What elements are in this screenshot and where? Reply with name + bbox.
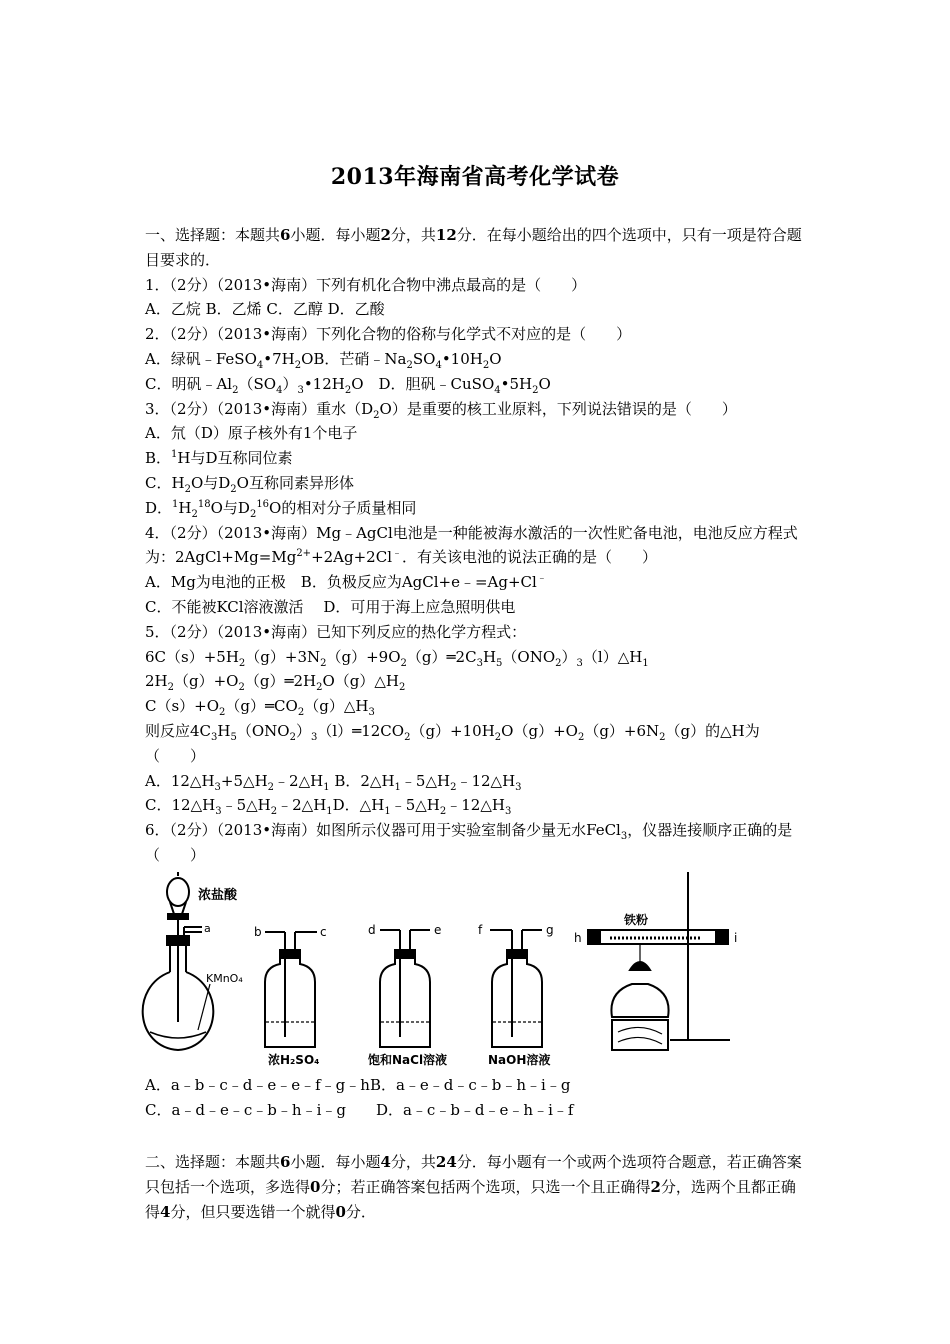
label-h: h [574, 930, 582, 945]
document-body [145, 223, 810, 1225]
q2-options-cd: C．明矾$﹣Al_2(SO_4)_3•12H_2O$ D．胆矾$﹣CuSO_4•5H_2O$ [145, 374, 551, 396]
q1-options: A．乙烷 B．乙烯 C．乙醇 D．乙酸 [145, 300, 385, 319]
q3-option-c: C．$H_2O$与$D_2O$互称同素异形体 [145, 473, 354, 495]
heating-apparatus [588, 872, 730, 1050]
q5-equation-1: $6C(s)+5H_2(g)+3N_2(g)+9O_2(g)═2C_3H_5(ONO_2)_3(l)\triangle H_1$ [145, 647, 649, 669]
q5-target-reaction: 则反应$4C_3H_5(ONO_2)_3(l)═12CO_2(g)+10H_2O(g)+O_2(g)+6N_2(g)$的△H为（ ） [145, 721, 760, 765]
q5-stem: 5．（2分）（2013•海南）已知下列反应的热化学方程式： [145, 622, 527, 641]
q6-options-ab: A．a﹣b﹣c﹣d﹣e﹣e﹣f﹣g﹣hB．a﹣e﹣d﹣c﹣b﹣h﹣i﹣g [145, 1075, 571, 1094]
label-c: c [320, 924, 327, 939]
label-h2so4: 浓H₂SO₄ [268, 1052, 320, 1067]
label-a: a [204, 921, 211, 935]
label-g: g [546, 922, 554, 937]
q6-stem: 6．（2分）（2013•海南）如图所示仪器可用于实验室制备少量无水FeCl$_3$，仪器连接顺序正确的是（ ） [145, 821, 793, 864]
drying-bottle [265, 932, 317, 1047]
label-nacl: 饱和NaCl溶液 [368, 1052, 448, 1067]
label-d: d [368, 922, 376, 937]
q2-stem: 2．（2分）（2013•海南）下列化合物的俗称与化学式不对应的是（ ） [145, 325, 632, 344]
q1-stem: 1．（2分）（2013•海南）下列有机化合物中沸点最高的是（ ） [145, 275, 587, 294]
q3-stem: 3．（2分）（2013•海南）重水$(D_2O)$是重要的核工业原料，下列说法错误的是（ ） [145, 399, 737, 421]
q4-stem: 4．（2分）（2013•海南）Mg﹣AgCl电池是一种能被海水激活的一次性贮备电池，电池反应方程式为：$2AgCl+Mg=Mg^{2+}+2Ag+2Cl^﹣$．有关该电池的说法正确的是（ ） [145, 523, 798, 567]
q5-equation-3: $C(s)+O_2(g)═CO_2(g)\triangle H_3$ [145, 697, 375, 719]
label-hcl: 浓盐酸 [198, 887, 238, 903]
q4-options-cd: C．不能被KCl溶液激活 D．可用于海上应急照明供电 [145, 597, 516, 616]
section1-intro: 一、选择题：本题共6小题．每小题2分，共12分．在每小题给出的四个选项中，只有一项是符合题目要求的． [145, 226, 802, 269]
apparatus-figure [140, 872, 815, 1067]
label-naoh: NaOH溶液 [488, 1052, 551, 1067]
label-iron: 铁粉 [624, 912, 649, 927]
page-title: 2013年海南省高考化学试卷 [330, 164, 620, 190]
q3-option-d: D．$^1H_2^{18}O$与$D_2^{16}O$的相对分子质量相同 [145, 498, 417, 520]
q5-options-ab: A．$12\triangle H_3+5\triangle H_2﹣2\triangle H_1$ B．$2\triangle H_1﹣5\triangle H_2﹣12\triangle H_3$ [145, 771, 522, 793]
q5-options-cd: C．$12\triangle H_3﹣5\triangle H_2﹣2\triangle H_1D$．$\triangle H_1﹣5\triangle H_2﹣12\triangle H_3$ [145, 796, 512, 818]
label-f: f [478, 922, 483, 937]
label-kmno4: KMnO₄ [206, 971, 243, 985]
label-b: b [254, 924, 262, 939]
nacl-bottle [380, 930, 430, 1047]
q2-options-ab: A．绿矾$﹣FeSO_4•7H_2OB$．芒硝$﹣Na_2SO_4•10H_2O$ [145, 349, 502, 371]
apparatus-diagram [140, 872, 815, 1067]
label-i: i [734, 930, 738, 945]
section2-intro: 二、选择题：本题共6小题．每小题4分，共24分．每小题有一个或两个选项符合题意，若正确答案只包括一个选项，多选得0分；若正确答案包括两个选项，只选一个且正确得2分，选两个且都正确得4分，但只要选错一个就得0分． [145, 1153, 802, 1221]
q3-option-b: B．$^1$H与D互称同位素 [145, 449, 293, 468]
label-e: e [434, 922, 442, 937]
q4-options-ab: A．Mg为电池的正极 B．负极反应为AgCl+e﹣=Ag+Cl﹣ [145, 573, 547, 592]
q6-options-cd: C．a﹣d﹣e﹣c﹣b﹣h﹣i﹣g D．a﹣c﹣b﹣d﹣e﹣h﹣i﹣f [145, 1100, 574, 1119]
q3-option-a: A．氘（D）原子核外有1个电子 [145, 424, 358, 443]
q5-equation-2: $2H_2(g)+O_2(g)═2H_2O(g)\triangle H_2$ [145, 672, 406, 694]
naoh-bottle [490, 930, 542, 1047]
